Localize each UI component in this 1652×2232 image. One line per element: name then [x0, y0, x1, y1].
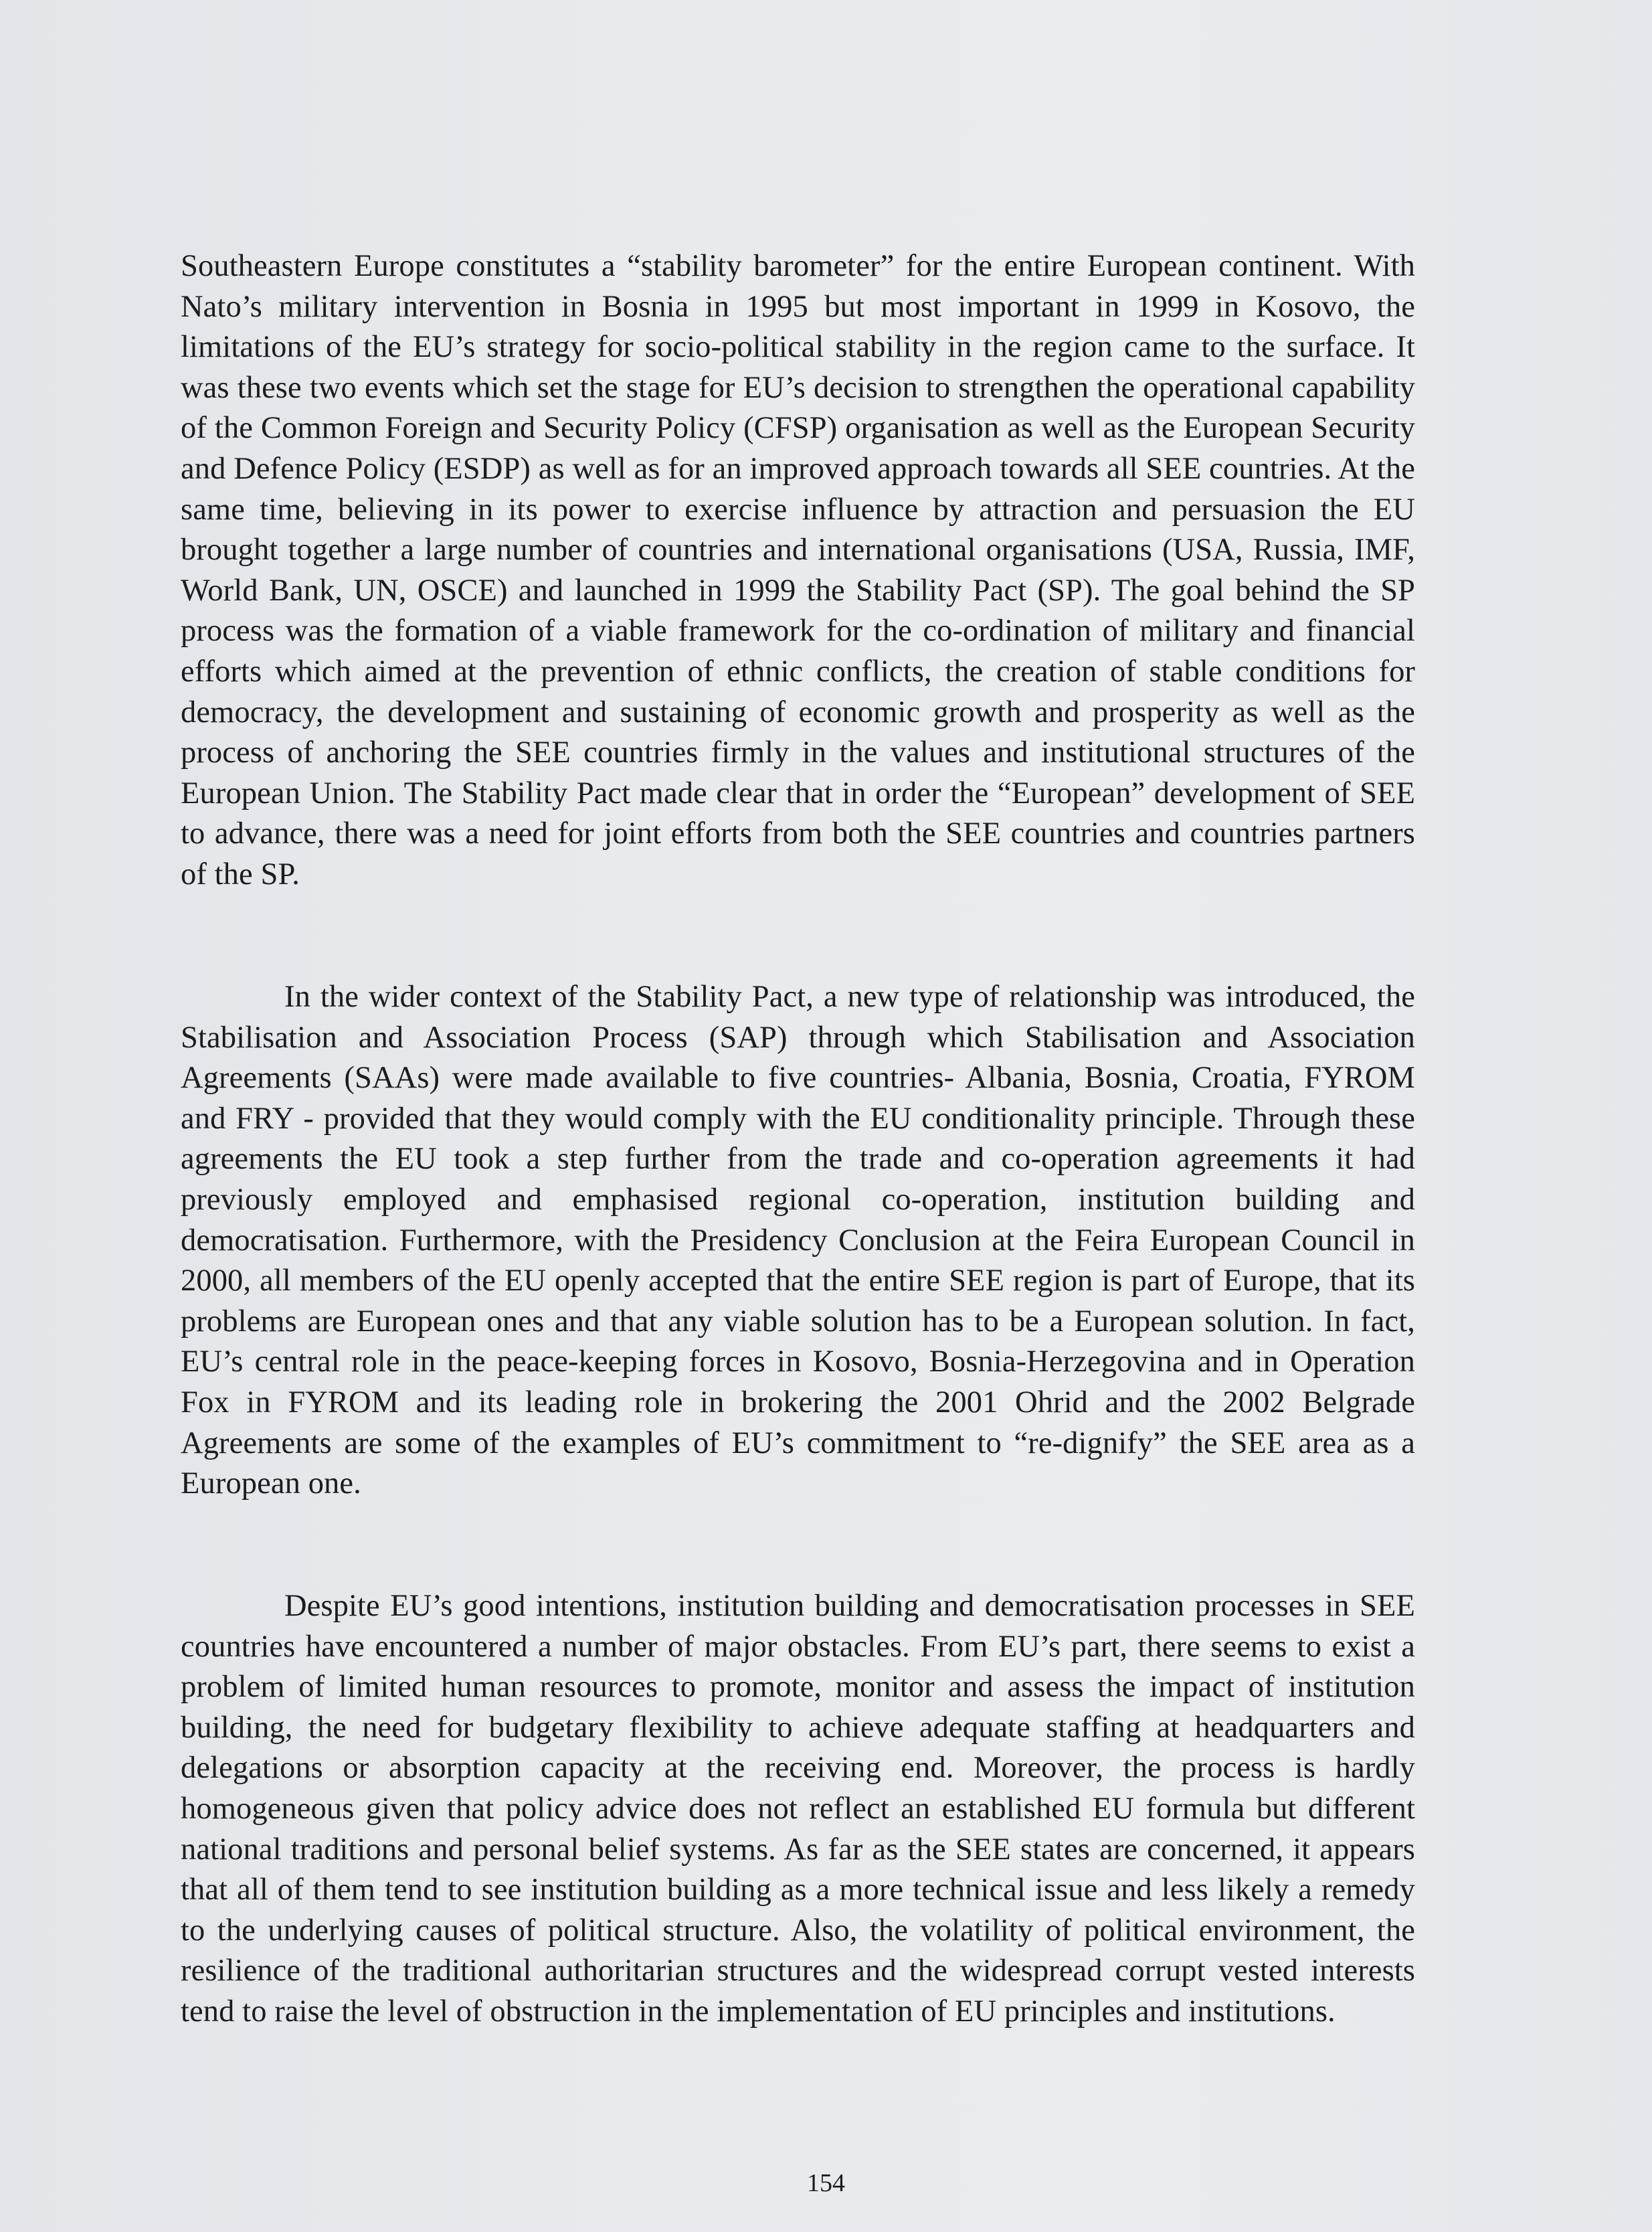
body-text-block-3 — [181, 1586, 1415, 2033]
page-number: 154 — [807, 2169, 845, 2197]
paragraph-3: Despite EU’s good intentions, institution building and democratisation processes in SEE countries have encountered a number of major obstacles. From EU’s part, there seems to exist a problem of limited human resources to promote, monitor and assess the impact of institution building, the need for budgetary flexibility to achieve adequate staffing at headquarters and delegations or absorption capacity at the receiving end. Moreover, the process is hardly homogeneous given that policy advice does not reflect an established EU formula but different national traditions and personal belief systems. As far as the SEE states are concerned, it appears that all of them tend to see institution building as a more technical issue and less likely a remedy to the underlying causes of political structure. Also, the volatility of political environment, the resilience of the traditional authoritarian structures and the widespread corrupt vested interests tend to raise the level of obstruction in the implementation of EU principles and institutions. — [181, 1589, 1415, 2029]
body-text-block-1 — [181, 246, 1415, 895]
paragraph-1: Southeastern Europe constitutes a “stability barometer” for the entire European continent. With Nato’s military intervention in Bosnia in 1995 but most important in 1999 in Kosovo, the limitations of the EU’s strategy for socio-political stability in the region came to the surface. It was these two events which set the stage for EU’s decision to strengthen the operational capability of the Common Foreign and Security Policy (CFSP) organisation as well as the European Security and Defence Policy (ESDP) as well as for an improved approach towards all SEE countries. At the same time, believing in its power to exercise influence by attraction and persuasion the EU brought together a large number of countries and international organisations (USA, Russia, IMF, World Bank, UN, OSCE) and launched in 1999 the Stability Pact (SP). The goal behind the SP process was the formation of a viable framework for the co-ordination of military and financial efforts which aimed at the prevention of ethnic conflicts, the creation of stable conditions for democracy, the development and sustaining of economic growth and prosperity as well as the process of anchoring the SEE countries firmly in the values and institutional structures of the European Union. The Stability Pact made clear that in order the “European” development of SEE to advance, there was a need for joint efforts from both the SEE countries and countries partners of the SP. — [181, 249, 1415, 891]
body-text-block-2 — [181, 977, 1415, 1505]
paragraph-2: In the wider context of the Stability Pact, a new type of relationship was introduced, the Stabilisation and Association Process (SAP) through which Stabilisation and Association Agreements (SAAs) were made available to five countries- Albania, Bosnia, Croatia, FYROM and FRY - provided that they would comply with the EU conditionality principle. Through these agreements the EU took a step further from the trade and co-operation agreements it had previously employed and emphasised regional co-operation, institution building and democratisation. Furthermore, with the Presidency Conclusion at the Feira European Council in 2000, all members of the EU openly accepted that the entire SEE region is part of Europe, that its problems are European ones and that any viable solution has to be a European solution. In fact, EU’s central role in the peace-keeping forces in Kosovo, Bosnia-Herzegovina and in Operation Fox in FYROM and its leading role in brokering the 2001 Ohrid and the 2002 Belgrade Agreements are some of the examples of EU’s commitment to “re-dignify” the SEE area as a European one. — [181, 980, 1415, 1501]
